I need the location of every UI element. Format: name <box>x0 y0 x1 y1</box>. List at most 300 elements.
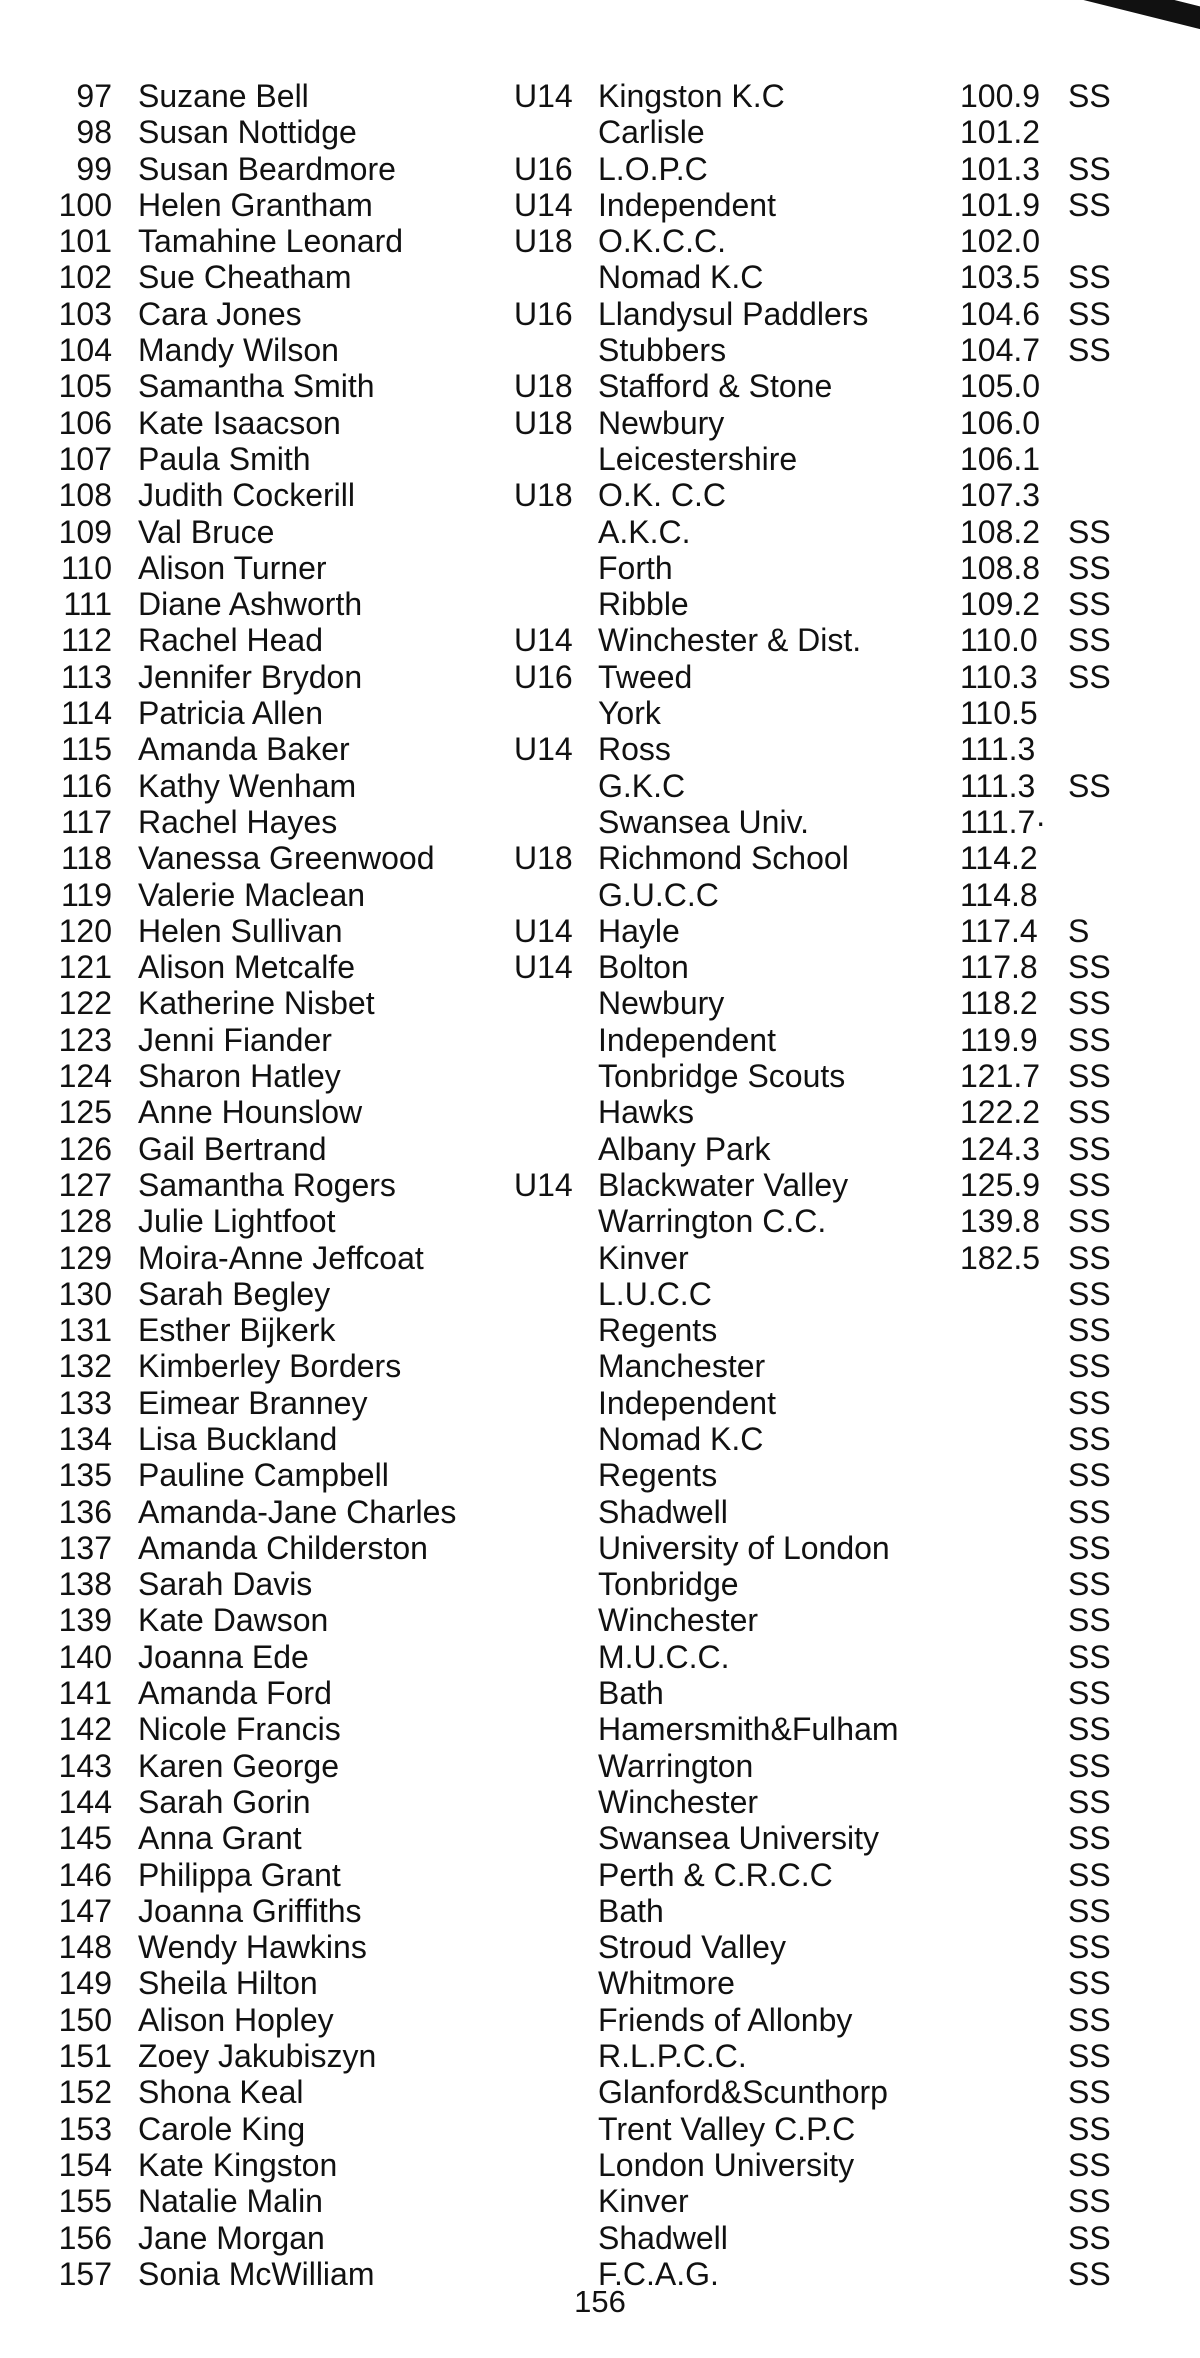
award-code: SS <box>1068 1711 1111 1748</box>
competitor-name: Helen Grantham <box>138 186 373 223</box>
result-row <box>0 514 1200 550</box>
result-row <box>0 1857 1200 1893</box>
club-name: Regents <box>598 1457 718 1494</box>
result-row <box>0 441 1200 477</box>
position-number: 117 <box>60 803 112 840</box>
result-row <box>0 259 1200 295</box>
race-time: 101.9 <box>960 186 1041 223</box>
position-number: 109 <box>58 513 112 550</box>
result-row <box>0 1711 1200 1747</box>
club-name: University of London <box>598 1529 890 1566</box>
result-row <box>0 1240 1200 1276</box>
position-number: 121 <box>58 949 112 986</box>
competitor-name: Samantha Rogers <box>138 1166 396 1203</box>
club-name: Glanford&Scunthorp <box>598 2074 888 2111</box>
position-number: 102 <box>58 259 112 296</box>
club-name: Winchester & Dist. <box>598 622 862 659</box>
result-row <box>0 332 1200 368</box>
result-row <box>0 151 1200 187</box>
position-number: 142 <box>58 1711 112 1748</box>
competitor-name: Karen George <box>138 1747 340 1784</box>
award-code: SS <box>1068 2255 1111 2292</box>
result-row <box>0 1421 1200 1457</box>
award-code: SS <box>1068 1312 1111 1349</box>
competitor-name: Sonia McWilliam <box>138 2255 375 2292</box>
competitor-name: Anne Hounslow <box>138 1094 363 1131</box>
award-code: SS <box>1068 1021 1111 1058</box>
race-time: 114.2 <box>960 840 1038 877</box>
award-code: SS <box>1068 1384 1111 1421</box>
award-code: SS <box>1068 1348 1111 1385</box>
result-row <box>0 622 1200 658</box>
result-row <box>0 1167 1200 1203</box>
result-row <box>0 1203 1200 1239</box>
award-code: SS <box>1068 78 1111 114</box>
award-code: S <box>1068 912 1090 949</box>
club-name: Ross <box>598 731 671 768</box>
award-code: SS <box>1068 1783 1111 1820</box>
result-row <box>0 2038 1200 2074</box>
position-number: 140 <box>58 1638 112 1675</box>
position-number: 104 <box>58 332 112 369</box>
position-number: 126 <box>58 1130 112 1167</box>
competitor-name: Paula Smith <box>138 440 311 477</box>
result-row <box>0 913 1200 949</box>
position-number: 111 <box>63 586 112 623</box>
competitor-name: Lisa Buckland <box>138 1420 338 1457</box>
results-list <box>0 78 1200 2292</box>
race-time: 101.2 <box>960 114 1041 151</box>
competitor-name: Kate Dawson <box>138 1602 329 1639</box>
competitor-name: Jenni Fiander <box>138 1021 332 1058</box>
position-number: 114 <box>60 695 112 732</box>
position-number: 119 <box>60 876 112 913</box>
award-code: SS <box>1068 1058 1111 1095</box>
position-number: 145 <box>58 1820 112 1857</box>
position-number: 136 <box>58 1493 112 1530</box>
result-row <box>0 2183 1200 2219</box>
race-time: 139.8 <box>960 1203 1041 1240</box>
club-name: A.K.C. <box>598 513 691 550</box>
club-name: Richmond School <box>598 840 849 877</box>
competitor-name: Rachel Hayes <box>138 803 338 840</box>
club-name: O.K.C.C. <box>598 223 727 260</box>
competitor-name: Amanda-Jane Charles <box>138 1493 457 1530</box>
competitor-name: Tamahine Leonard <box>138 223 404 260</box>
result-row <box>0 368 1200 404</box>
position-number: 124 <box>58 1058 112 1095</box>
award-code: SS <box>1068 1566 1111 1603</box>
award-code: SS <box>1068 186 1111 223</box>
race-time: 104.7 <box>960 332 1041 369</box>
age-class: U16 <box>514 150 573 187</box>
position-number: 97 <box>76 78 112 114</box>
competitor-name: Joanna Ede <box>138 1638 309 1675</box>
position-number: 149 <box>58 1965 112 2002</box>
award-code: SS <box>1068 1130 1111 1167</box>
award-code: SS <box>1068 1239 1111 1276</box>
position-number: 98 <box>76 114 112 151</box>
position-number: 131 <box>58 1312 112 1349</box>
result-row <box>0 695 1200 731</box>
result-row <box>0 659 1200 695</box>
club-name: Tonbridge <box>598 1566 739 1603</box>
club-name: Nomad K.C <box>598 259 764 296</box>
position-number: 125 <box>58 1094 112 1131</box>
award-code: SS <box>1068 2001 1111 2038</box>
competitor-name: Pauline Campbell <box>138 1457 389 1494</box>
position-number: 106 <box>58 404 112 441</box>
age-class: U14 <box>514 186 573 223</box>
club-name: Warrington <box>598 1747 754 1784</box>
competitor-name: Amanda Baker <box>138 731 350 768</box>
position-number: 135 <box>58 1457 112 1494</box>
competitor-name: Jennifer Brydon <box>138 658 363 695</box>
competitor-name: Joanna Griffiths <box>138 1892 362 1929</box>
club-name: L.O.P.C <box>598 150 708 187</box>
competitor-name: Eimear Branney <box>138 1384 368 1421</box>
award-code: SS <box>1068 658 1111 695</box>
result-row <box>0 2220 1200 2256</box>
club-name: Stroud Valley <box>598 1929 786 1966</box>
club-name: Kinver <box>598 1239 689 1276</box>
result-row <box>0 1348 1200 1384</box>
position-number: 128 <box>58 1203 112 1240</box>
award-code: SS <box>1068 586 1111 623</box>
club-name: Perth & C.R.C.C <box>598 1856 833 1893</box>
page-number: 156 <box>574 2284 626 2319</box>
award-code: SS <box>1068 767 1111 804</box>
club-name: Winchester <box>598 1783 759 1820</box>
age-class: U14 <box>514 1166 573 1203</box>
competitor-name: Nicole Francis <box>138 1711 341 1748</box>
result-row <box>0 1131 1200 1167</box>
result-row <box>0 1530 1200 1566</box>
club-name: Carlisle <box>598 114 705 151</box>
award-code: SS <box>1068 985 1111 1022</box>
result-row <box>0 586 1200 622</box>
competitor-name: Helen Sullivan <box>138 912 343 949</box>
position-number: 154 <box>58 2146 112 2183</box>
result-row <box>0 2147 1200 2183</box>
position-number: 151 <box>58 2038 112 2075</box>
award-code: SS <box>1068 1493 1111 1530</box>
result-row <box>0 1058 1200 1094</box>
result-row <box>0 78 1200 114</box>
competitor-name: Diane Ashworth <box>138 586 363 623</box>
club-name: Trent Valley C.P.C <box>598 2110 856 2147</box>
position-number: 138 <box>58 1566 112 1603</box>
competitor-name: Susan Nottidge <box>138 114 357 151</box>
award-code: SS <box>1068 1965 1111 2002</box>
position-number: 153 <box>58 2110 112 2147</box>
club-name: Forth <box>598 549 673 586</box>
race-time: 124.3 <box>960 1130 1041 1167</box>
position-number: 116 <box>60 767 112 804</box>
competitor-name: Kate Isaacson <box>138 404 341 441</box>
position-number: 123 <box>58 1021 112 1058</box>
award-code: SS <box>1068 622 1111 659</box>
club-name: Shadwell <box>598 2219 728 2256</box>
age-class: U18 <box>514 477 573 514</box>
award-code: SS <box>1068 513 1111 550</box>
award-code: SS <box>1068 1457 1111 1494</box>
age-class: U14 <box>514 731 573 768</box>
race-time: 121.7 <box>960 1058 1041 1095</box>
club-name: Newbury <box>598 985 725 1022</box>
competitor-name: Rachel Head <box>138 622 323 659</box>
race-time: 101.3 <box>960 150 1041 187</box>
award-code: SS <box>1068 1638 1111 1675</box>
competitor-name: Cara Jones <box>138 295 302 332</box>
result-row <box>0 1457 1200 1493</box>
result-row <box>0 1022 1200 1058</box>
club-name: York <box>598 695 661 732</box>
competitor-name: Valerie Maclean <box>138 876 366 913</box>
award-code: SS <box>1068 1820 1111 1857</box>
result-row <box>0 1820 1200 1856</box>
award-code: SS <box>1068 150 1111 187</box>
race-time: 109.2 <box>960 586 1041 623</box>
club-name: Whitmore <box>598 1965 735 2002</box>
club-name: L.U.C.C <box>598 1275 712 1312</box>
competitor-name: Alison Turner <box>138 549 327 586</box>
result-row <box>0 1094 1200 1130</box>
age-class: U18 <box>514 223 573 260</box>
result-row <box>0 1276 1200 1312</box>
club-name: Swansea Univ. <box>598 803 810 840</box>
age-class: U18 <box>514 840 573 877</box>
race-time: 117.4 <box>960 912 1038 949</box>
race-time: 114.8 <box>960 876 1038 913</box>
competitor-name: Anna Grant <box>138 1820 302 1857</box>
club-name: Bath <box>598 1892 664 1929</box>
race-time: 110.0 <box>960 622 1038 659</box>
club-name: Leicestershire <box>598 440 798 477</box>
result-row <box>0 2002 1200 2038</box>
club-name: Hayle <box>598 912 680 949</box>
club-name: Swansea University <box>598 1820 879 1857</box>
race-time: 118.2 <box>960 985 1038 1022</box>
result-row <box>0 187 1200 223</box>
award-code: SS <box>1068 2146 1111 2183</box>
position-number: 147 <box>58 1892 112 1929</box>
award-code: SS <box>1068 259 1111 296</box>
competitor-name: Samantha Smith <box>138 368 375 405</box>
race-time: 100.9 <box>960 78 1041 114</box>
club-name: G.U.C.C <box>598 876 719 913</box>
competitor-name: Sheila Hilton <box>138 1965 318 2002</box>
club-name: Regents <box>598 1312 718 1349</box>
result-row <box>0 804 1200 840</box>
competitor-name: Amanda Ford <box>138 1675 332 1712</box>
position-number: 129 <box>58 1239 112 1276</box>
award-code: SS <box>1068 2183 1111 2220</box>
competitor-name: Vanessa Greenwood <box>138 840 435 877</box>
competitor-name: Suzane Bell <box>138 78 309 114</box>
competitor-name: Esther Bijkerk <box>138 1312 336 1349</box>
club-name: Manchester <box>598 1348 766 1385</box>
club-name: F.C.A.G. <box>598 2255 719 2292</box>
position-number: 120 <box>58 912 112 949</box>
award-code: SS <box>1068 1094 1111 1131</box>
club-name: Llandysul Paddlers <box>598 295 869 332</box>
race-time: 110.5 <box>960 695 1038 732</box>
race-time: 111.7· <box>960 803 1046 840</box>
award-code: SS <box>1068 1420 1111 1457</box>
position-number: 99 <box>76 150 112 187</box>
result-row <box>0 1748 1200 1784</box>
position-number: 110 <box>60 549 112 586</box>
club-name: Nomad K.C <box>598 1420 764 1457</box>
competitor-name: Kathy Wenham <box>138 767 357 804</box>
award-code: SS <box>1068 1892 1111 1929</box>
position-number: 143 <box>58 1747 112 1784</box>
result-row <box>0 1494 1200 1530</box>
race-time: 105.0 <box>960 368 1041 405</box>
result-row <box>0 840 1200 876</box>
award-code: SS <box>1068 1929 1111 1966</box>
result-row <box>0 768 1200 804</box>
race-time: 103.5 <box>960 259 1041 296</box>
award-code: SS <box>1068 1602 1111 1639</box>
award-code: SS <box>1068 949 1111 986</box>
club-name: Bath <box>598 1675 664 1712</box>
club-name: O.K. C.C <box>598 477 727 514</box>
competitor-name: Kate Kingston <box>138 2146 338 2183</box>
position-number: 152 <box>58 2074 112 2111</box>
competitor-name: Katherine Nisbet <box>138 985 375 1022</box>
position-number: 118 <box>60 840 112 877</box>
club-name: G.K.C <box>598 767 686 804</box>
result-row <box>0 223 1200 259</box>
club-name: Tweed <box>598 658 693 695</box>
club-name: Newbury <box>598 404 725 441</box>
club-name: Tonbridge Scouts <box>598 1058 846 1095</box>
position-number: 127 <box>58 1166 112 1203</box>
award-code: SS <box>1068 295 1111 332</box>
competitor-name: Judith Cockerill <box>138 477 355 514</box>
position-number: 155 <box>58 2183 112 2220</box>
award-code: SS <box>1068 1675 1111 1712</box>
age-class: U16 <box>514 658 573 695</box>
position-number: 107 <box>58 440 112 477</box>
race-time: 122.2 <box>960 1094 1041 1131</box>
competitor-name: Shona Keal <box>138 2074 304 2111</box>
club-name: Albany Park <box>598 1130 771 1167</box>
club-name: Hamersmith&Fulham <box>598 1711 899 1748</box>
competitor-name: Kimberley Borders <box>138 1348 402 1385</box>
position-number: 141 <box>58 1675 112 1712</box>
club-name: Independent <box>598 186 776 223</box>
club-name: Stubbers <box>598 332 727 369</box>
award-code: SS <box>1068 1856 1111 1893</box>
position-number: 103 <box>58 295 112 332</box>
result-row <box>0 1312 1200 1348</box>
club-name: Ribble <box>598 586 689 623</box>
result-row <box>0 731 1200 767</box>
age-class: U14 <box>514 949 573 986</box>
result-row <box>0 877 1200 913</box>
result-row <box>0 1784 1200 1820</box>
competitor-name: Sharon Hatley <box>138 1058 341 1095</box>
scan-corner-mark <box>1074 0 1200 34</box>
competitor-name: Sarah Begley <box>138 1275 331 1312</box>
position-number: 113 <box>60 658 112 695</box>
competitor-name: Wendy Hawkins <box>138 1929 367 1966</box>
competitor-name: Gail Bertrand <box>138 1130 327 1167</box>
award-code: SS <box>1068 1203 1111 1240</box>
result-row <box>0 1566 1200 1602</box>
competitor-name: Mandy Wilson <box>138 332 339 369</box>
position-number: 146 <box>58 1856 112 1893</box>
competitor-name: Alison Hopley <box>138 2001 334 2038</box>
award-code: SS <box>1068 1166 1111 1203</box>
result-row <box>0 1385 1200 1421</box>
position-number: 137 <box>58 1529 112 1566</box>
club-name: London University <box>598 2146 855 2183</box>
award-code: SS <box>1068 2219 1111 2256</box>
club-name: Kinver <box>598 2183 689 2220</box>
race-time: 104.6 <box>960 295 1041 332</box>
race-time: 106.0 <box>960 404 1041 441</box>
club-name: Kingston K.C <box>598 78 785 114</box>
competitor-name: Sue Cheatham <box>138 259 352 296</box>
competitor-name: Julie Lightfoot <box>138 1203 336 1240</box>
position-number: 101 <box>58 223 112 260</box>
club-name: Shadwell <box>598 1493 728 1530</box>
result-row <box>0 1929 1200 1965</box>
position-number: 157 <box>58 2255 112 2292</box>
age-class: U18 <box>514 404 573 441</box>
race-time: 108.2 <box>960 513 1041 550</box>
race-time: 110.3 <box>960 658 1038 695</box>
competitor-name: Moira-Anne Jeffcoat <box>138 1239 424 1276</box>
competitor-name: Philippa Grant <box>138 1856 341 1893</box>
club-name: Independent <box>598 1021 776 1058</box>
competitor-name: Sarah Gorin <box>138 1783 311 1820</box>
position-number: 100 <box>58 186 112 223</box>
award-code: SS <box>1068 332 1111 369</box>
competitor-name: Carole King <box>138 2110 306 2147</box>
club-name: Bolton <box>598 949 689 986</box>
result-row <box>0 1602 1200 1638</box>
competitor-name: Natalie Malin <box>138 2183 323 2220</box>
club-name: Independent <box>598 1384 776 1421</box>
position-number: 156 <box>58 2219 112 2256</box>
age-class: U16 <box>514 295 573 332</box>
age-class: U14 <box>514 912 573 949</box>
club-name: Friends of Allonby <box>598 2001 853 2038</box>
result-row <box>0 2111 1200 2147</box>
result-row <box>0 2074 1200 2110</box>
position-number: 122 <box>58 985 112 1022</box>
award-code: SS <box>1068 2074 1111 2111</box>
competitor-name: Amanda Childerston <box>138 1529 428 1566</box>
club-name: Hawks <box>598 1094 695 1131</box>
result-row <box>0 477 1200 513</box>
race-time: 182.5 <box>960 1239 1041 1276</box>
race-time: 119.9 <box>960 1021 1038 1058</box>
award-code: SS <box>1068 1747 1111 1784</box>
result-row <box>0 985 1200 1021</box>
position-number: 115 <box>60 731 112 768</box>
result-row <box>0 1965 1200 2001</box>
race-time: 125.9 <box>960 1166 1041 1203</box>
race-time: 102.0 <box>960 223 1041 260</box>
position-number: 134 <box>58 1420 112 1457</box>
result-row <box>0 114 1200 150</box>
